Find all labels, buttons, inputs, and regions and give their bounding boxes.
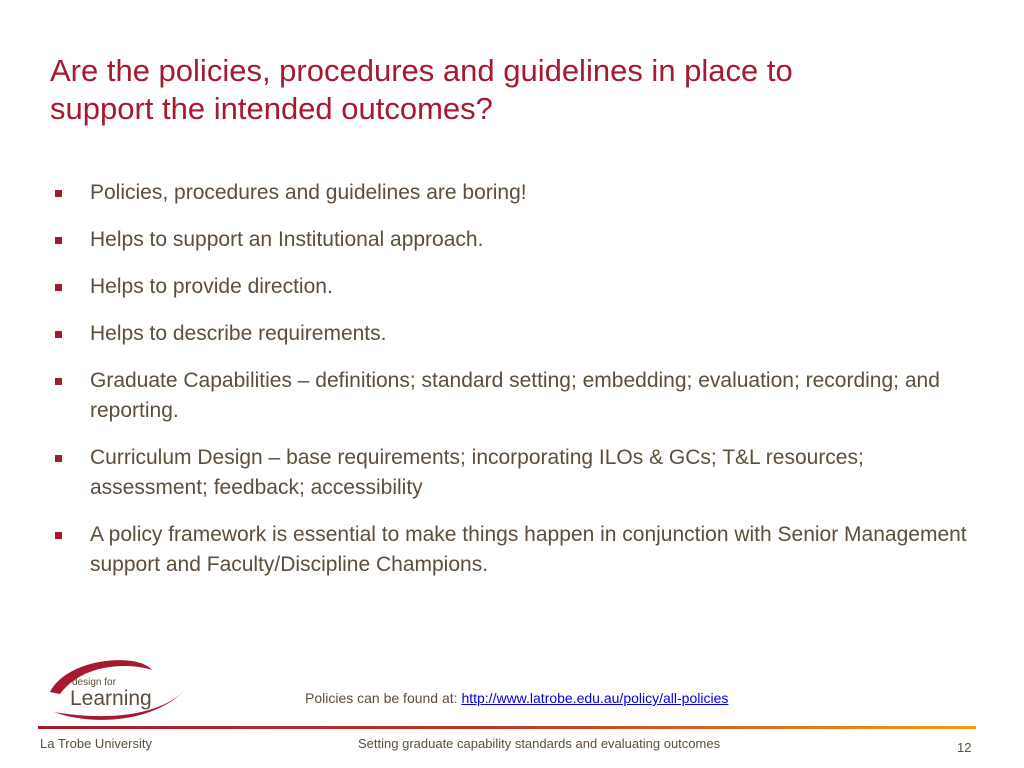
bullet-item-7 [52,520,982,580]
logo-small-text: design for [72,677,116,688]
page-number: 12 [957,740,972,755]
policy-note-prefix: Policies can be found at: [305,690,462,706]
design-for-learning-logo [42,656,192,724]
bullet-text: Policies, procedures and guidelines are boring! [90,181,527,204]
bullet-text: Helps to describe requirements. [90,322,387,345]
bullet-text: Curriculum Design – base requirements; incorporating ILOs & GCs; T&L resources; assessment; feedback; accessibility [90,446,864,499]
bullet-item-4 [52,319,982,349]
footer-institution: La Trobe University [40,736,152,751]
slide-title-line-2: support the intended outcomes? [50,91,493,126]
square-bullet-icon [55,331,62,338]
policy-note [305,690,728,706]
bullet-text: Helps to support an Institutional approach. [90,228,484,251]
policy-link[interactable]: http://www.latrobe.edu.au/policy/all-policies [461,690,729,706]
bullet-text: A policy framework is essential to make things happen in conjunction with Senior Management support and Faculty/Discipline Champions. [90,523,967,576]
bullet-item-1 [52,178,982,208]
bullet-item-6 [52,443,982,503]
bullet-list [52,178,982,597]
bullet-text: Helps to provide direction. [90,275,333,298]
square-bullet-icon [55,284,62,291]
square-bullet-icon [55,378,62,385]
footer-divider [38,726,976,729]
logo-large-text: Learning [70,687,152,710]
bullet-item-2 [52,225,982,255]
bullet-item-5 [52,366,982,426]
slide-title-line-1: Are the policies, procedures and guidelines in place to [50,53,793,88]
square-bullet-icon [55,532,62,539]
bullet-item-3 [52,272,982,302]
logo-swoosh-icon [42,656,192,724]
square-bullet-icon [55,237,62,244]
square-bullet-icon [55,455,62,462]
slide-title [50,52,950,128]
square-bullet-icon [55,190,62,197]
bullet-text: Graduate Capabilities – definitions; standard setting; embedding; evaluation; recording; and reporting. [90,369,940,422]
footer-subtitle: Setting graduate capability standards and evaluating outcomes [358,736,721,751]
